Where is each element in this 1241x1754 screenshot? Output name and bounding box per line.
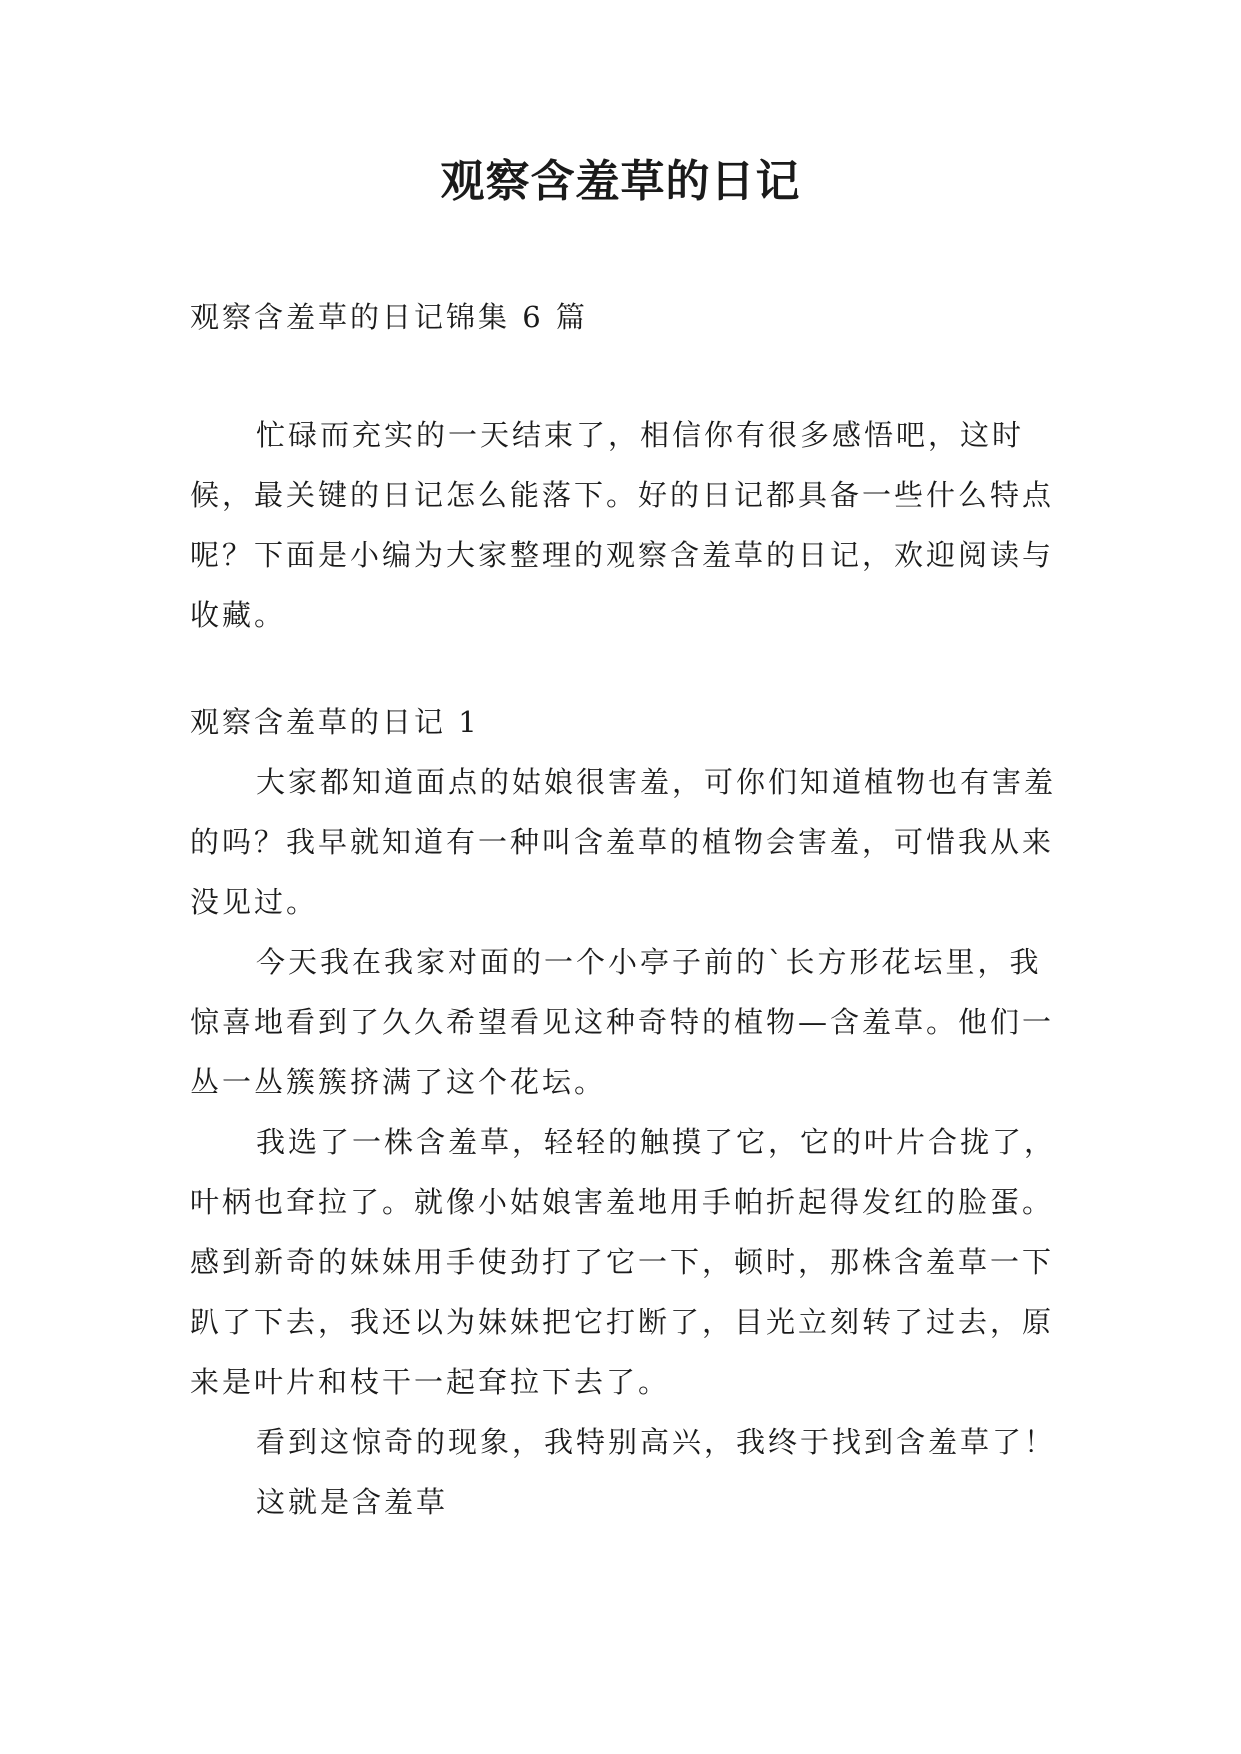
body-paragraph: 看到这惊奇的现象，我特别高兴，我终于找到含羞草了！: [256, 1425, 1057, 1459]
body-paragraph: 我选了一株含羞草，轻轻的触摸了它，它的叶片合拢了，叶柄也耷拉了。就像小姑娘害羞地用手帕折起得发红的脸蛋。感到新奇的妹妹用手使劲打了它一下，顿时，那株含羞草一下趴了下去，我还以为妹妹把它打断了，目光立刻转了过去，原来是叶片和枝干一起耷拉下去了。: [190, 1125, 1057, 1399]
document-title: 观察含羞草的日记: [440, 156, 801, 207]
body-paragraph: 今天我在我家对面的一个小亭子前的`长方形花坛里，我惊喜地看到了久久希望看见这种奇特的植物—含羞草。他们一丛一丛簇簇挤满了这个花坛。: [190, 945, 1055, 1099]
intro-paragraph: 忙碌而充实的一天结束了，相信你有很多感悟吧，这时候，最关键的日记怎么能落下。好的日记都具备一些什么特点呢？下面是小编为大家整理的观察含羞草的日记，欢迎阅读与收藏。: [190, 418, 1055, 632]
document-subtitle: 观察含羞草的日记锦集 6 篇: [190, 300, 588, 334]
section-heading: 观察含羞草的日记 1: [190, 705, 480, 739]
body-paragraph: 这就是含羞草: [256, 1485, 449, 1519]
body-paragraph: 大家都知道面点的姑娘很害羞，可你们知道植物也有害羞的吗？我早就知道有一种叫含羞草的植物会害羞，可惜我从来没见过。: [190, 765, 1057, 919]
section-body: [190, 752, 1060, 1532]
